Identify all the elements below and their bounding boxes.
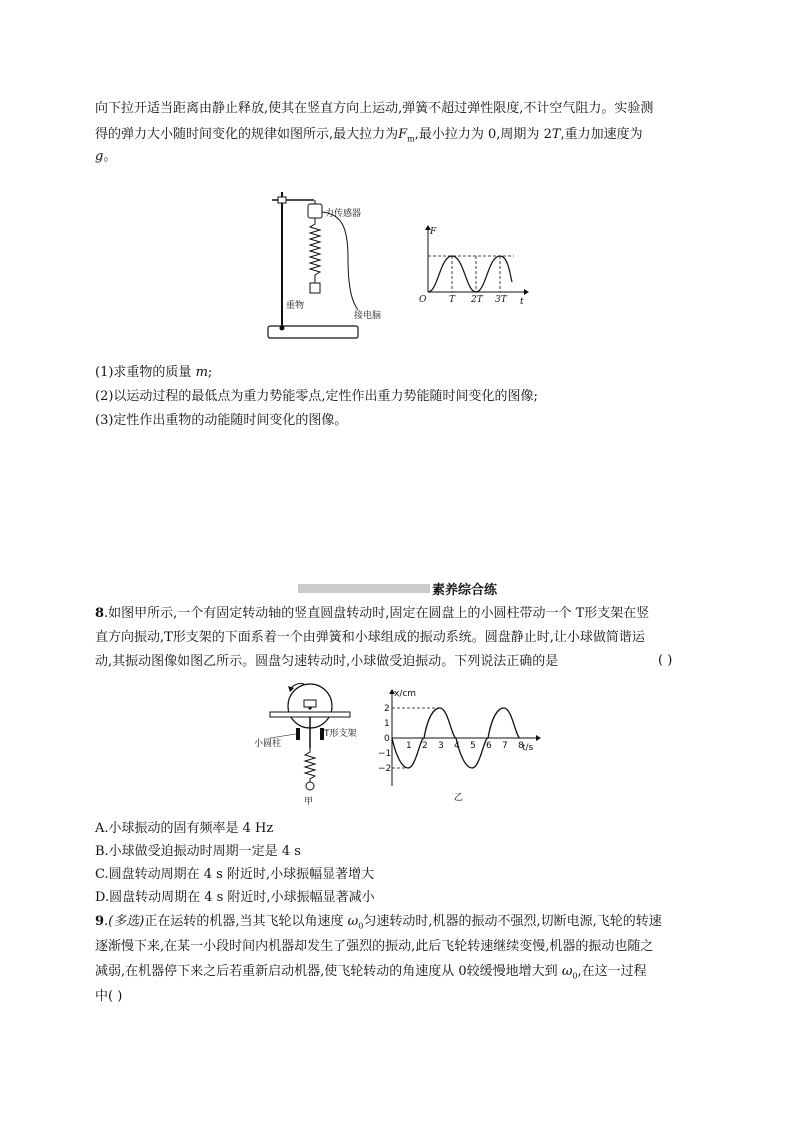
p8-option-c: C.圆盘转动周期在 4 s 附近时,小球振幅显著增大: [95, 867, 375, 882]
p8-option-a: A.小球振动的固有频率是 4 Hz: [95, 821, 274, 836]
yi-ytick-2: 2: [384, 704, 390, 714]
cylinder-label: 小圆柱: [254, 739, 282, 749]
graph-tick-3T: 3T: [495, 295, 507, 305]
yi-ytick-neg1: −1: [378, 749, 392, 759]
yi-xtick-3: 3: [438, 741, 444, 751]
tframe-label: T形支架: [324, 729, 357, 739]
p7-question2: (2)以运动过程的最低点为重力势能零点,定性作出重力势能随时间变化的图像;: [95, 389, 538, 404]
p7-question3: (3)定性作出重物的动能随时间变化的图像。: [95, 413, 348, 428]
p7-question1: (1)求重物的质量 m;: [95, 365, 213, 380]
yi-xtick-7: 7: [502, 741, 508, 751]
p8-option-d: D.圆盘转动周期在 4 s 附近时,小球振幅显著减小: [95, 890, 375, 905]
yi-xtick-8: 8: [518, 741, 524, 751]
vibration-graph: [378, 686, 546, 806]
p9-line4: 中( ): [95, 989, 123, 1004]
p8-line1: 8.如图甲所示,一个有固定转动轴的竖直圆盘转动时,固定在圆盘上的小圆柱带动一个 T形支架在竖: [95, 606, 650, 621]
spring-apparatus-figure: [262, 188, 410, 353]
graph-y-label: F: [430, 227, 437, 237]
p8-line3: 动,其振动图像如图乙所示。圆盘匀速转动时,小球做受迫振动。下列说法正确的是: [95, 654, 559, 669]
yi-ytick-neg2: −2: [378, 764, 392, 774]
p8-answer-paren: ( ): [658, 653, 673, 668]
yi-xtick-5: 5: [470, 741, 476, 751]
weight-label: 重物: [286, 301, 305, 311]
yi-y-label: x/cm: [394, 689, 417, 699]
yi-ytick-1: 1: [384, 719, 390, 729]
graph-x-label: t: [520, 297, 524, 307]
p7-line2: 得的弹力大小随时间变化的规律如图所示,最大拉力为$F_m$,最小拉力为 0,周期为 2T,重力加速度为: [95, 127, 643, 144]
graph-tick-T: T: [449, 295, 456, 305]
yi-xtick-1: 1: [406, 741, 412, 751]
sensor-label: 力传感器: [325, 209, 362, 219]
p9-line2: 逐渐慢下来,在某一小段时间内机器却发生了强烈的振动,此后飞轮转速继续变慢,机器的振动也随之: [95, 939, 654, 954]
yi-xtick-4: 4: [454, 741, 460, 751]
fig-yi-caption: 乙: [454, 793, 464, 803]
graph-origin: O: [419, 295, 427, 305]
section-title: 素养综合练: [432, 583, 498, 598]
yi-x-label: t/s: [522, 743, 534, 753]
force-time-graph: [418, 222, 530, 308]
p7-line1: 向下拉开适当距离由静止释放,使其在竖直方向上运动,弹簧不超过弹性限度,不计空气阻力。实验测: [95, 101, 654, 116]
yi-ytick-0: 0: [384, 734, 390, 744]
yi-xtick-2: 2: [422, 741, 428, 751]
p9-line3: 减弱,在机器停下来之后若重新启动机器,使飞轮转动的角速度从 0较缓慢地增大到 $\omega_0$,在这一过程: [95, 964, 647, 981]
p8-line2: 直方向振动,T形支架的下面系着一个由弹簧和小球组成的振动系统。圆盘静止时,让小球做简谐运: [95, 630, 645, 645]
p7-line3: g。: [95, 149, 117, 164]
computer-label: 接电脑: [354, 311, 382, 321]
graph-tick-2T: 2T: [471, 295, 483, 305]
yi-xtick-6: 6: [486, 741, 492, 751]
p9-line1: 9.(多选)正在运转的机器,当其飞轮以角速度 $\omega_0$匀速转动时,机器的振动不强烈,切断电源,飞轮的转速: [95, 914, 662, 931]
p8-option-b: B.小球做受迫振动时周期一定是 4 s: [95, 844, 301, 859]
section-bar: [298, 584, 430, 593]
fig-jia-caption: 甲: [304, 797, 314, 807]
rotating-disc-figure: [252, 676, 360, 808]
